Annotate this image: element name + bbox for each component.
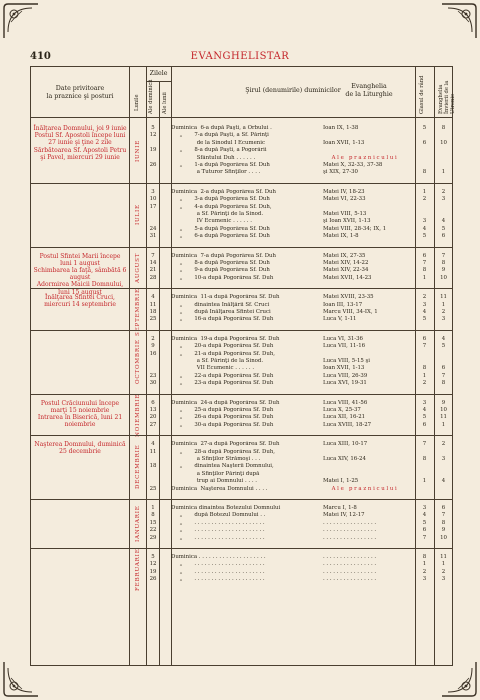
gospel-reading: . . . . . . . . . . . . . . . . <box>323 561 377 568</box>
resurrection-gospel-number: 5 <box>441 225 446 232</box>
voice-number: 7 <box>422 441 427 448</box>
gospel-reading: Matei VI, 22-33 <box>323 196 366 203</box>
gospel-reading: Luca XII, 16-21 <box>323 414 366 421</box>
calendar-table <box>30 66 456 666</box>
voice-number: 6 <box>422 139 427 146</box>
gospel-reading: Marcu VIII, 34-IX, 1 <box>323 308 378 315</box>
sunday-name: Duminica 11-a după Pogorârea Sf. Duh <box>171 294 280 301</box>
voice-number: 7 <box>422 534 427 541</box>
day-number: 14 <box>149 259 157 266</box>
sunday-name: Duminica 24-a după Pogorârea Sf. Duh <box>171 399 280 406</box>
day-number: 24 <box>149 225 157 232</box>
sunday-name: Duminica 19-a după Pogorârea Sf. Duh <box>171 335 280 342</box>
sunday-name: a Sf. Părinţi de la Sinod. <box>171 357 264 364</box>
voice-number: 1 <box>422 188 427 195</box>
header-gospel: Evanghelia de la Liturghie <box>345 83 393 98</box>
gospel-reading: Matei VIII, 5-13 <box>323 210 367 217</box>
month-section <box>31 394 452 436</box>
gospel-reading: Ioan XVII, 1-13 <box>323 365 365 372</box>
resurrection-gospel-number: 7 <box>441 252 446 259</box>
sunday-name: „ 3-a după Pogorârea Sf. Duh <box>171 196 270 203</box>
day-number: 8 <box>151 512 155 519</box>
resurrection-gospel-number: 3 <box>441 576 446 583</box>
voice-number: 3 <box>422 301 427 308</box>
sunday-name: „ 8-a după Paşti, a Pogorârii <box>171 147 267 154</box>
sunday-name: „ 30-a după Pogorârea Sf. Duh <box>171 421 274 428</box>
feast-remarks: Înălţarea Sfintei Cruci, miercuri 14 septembrie <box>44 294 116 309</box>
day-number: 29 <box>149 534 157 541</box>
day-number: 27 <box>149 421 157 428</box>
sunday-name: „ 6-a după Pogorârea Sf. Duh <box>171 233 270 240</box>
sunday-name: Duminica 6-a după Paşti, a Orbului . <box>171 125 272 131</box>
day-number: 23 <box>149 372 157 379</box>
sunday-name: „ 28-a după Pogorârea Sf. Duh, <box>171 448 276 455</box>
voice-number: 7 <box>422 343 427 350</box>
gospel-reading: Luca XVI, 19-31 <box>323 380 367 387</box>
voice-number: 4 <box>422 512 427 519</box>
sunday-name: „ 8-a după Pogorârea Sf. Duh <box>171 259 270 266</box>
day-number: 20 <box>149 414 157 421</box>
sunday-name: „ 4-a după Pogorârea Sf. Duh, <box>171 203 272 210</box>
resurrection-gospel-number: 11 <box>440 554 447 560</box>
sunday-name: trup ai Domnului . . . . <box>171 478 257 485</box>
gospel-reading: . . . . . . . . . . . . . . . . <box>323 534 377 541</box>
voice-number: 5 <box>422 316 427 323</box>
voice-number: 5 <box>422 414 427 421</box>
month-label: IUNIE <box>135 139 141 162</box>
resurrection-gospel-number: 4 <box>441 335 446 342</box>
gospel-reading: Matei XVII, 14-23 <box>323 274 372 281</box>
sunday-name: „ 22-a după Pogorârea Sf. Duh <box>171 372 274 379</box>
day-number: 21 <box>149 267 157 274</box>
sunday-name: VII Ecumenic . . . . . . <box>171 365 255 372</box>
voice-number: 3 <box>422 218 427 225</box>
month-section <box>31 499 452 548</box>
gospel-reading: Luca X, 25-37 <box>323 406 361 413</box>
resurrection-gospel-number: 8 <box>441 259 446 266</box>
voice-number: 8 <box>422 455 427 462</box>
day-number: 16 <box>149 350 157 357</box>
month-section <box>31 288 452 337</box>
sunday-name: „ 26-a după Pogorârea Sf. Duh <box>171 414 274 421</box>
resurrection-gospel-number: 1 <box>441 169 446 176</box>
resurrection-gospel-number: 6 <box>441 505 446 511</box>
gospel-reading: Matei IX, 1-8 <box>323 233 359 240</box>
day-number: 19 <box>149 147 157 154</box>
voice-number: 2 <box>422 196 427 203</box>
resurrection-gospel-number: 6 <box>441 365 446 372</box>
month-label: SEPTEMBRIE <box>135 288 141 337</box>
sunday-name: „ . . . . . . . . . . . . . . . . . . . . . <box>171 576 265 583</box>
gospel-reading: . . . . . . . . . . . . . . . . <box>323 554 377 560</box>
voice-number: 2 <box>422 380 427 387</box>
month-label: NOIEMBRIE <box>135 393 141 437</box>
month-section <box>31 330 452 394</box>
gospel-reading: Luca VIII, 5-15 şi <box>323 357 371 364</box>
resurrection-gospel-number: 4 <box>441 478 446 485</box>
gospel-reading: . . . . . . . . . . . . . . . . <box>323 519 377 526</box>
sunday-name: „ 7-a după Paşti, a Sf. Părinţi <box>171 132 269 139</box>
day-number: 31 <box>149 233 157 240</box>
resurrection-gospel-number: 10 <box>440 139 447 146</box>
gospel-reading: A l e p r a z n i c u l u i <box>323 154 397 161</box>
gospel-reading: Luca VII, 11-16 <box>323 343 366 350</box>
feast-remarks: Postul Sfintei Marii începe luni 1 august Schimbarea la faţă, sâmbătă 6 august Adormirea Maicii Domnului, luni 15 august <box>33 252 127 296</box>
sunday-name: „ după Botezul Domnului . . <box>171 512 266 519</box>
voice-number: 6 <box>422 527 427 534</box>
resurrection-gospel-number: 11 <box>440 294 447 301</box>
sunday-name: „ 20-a după Pogorârea Sf. Duh <box>171 343 274 350</box>
voice-number: 3 <box>422 399 427 406</box>
running-title: EVANGHELISTAR <box>190 51 290 62</box>
month-label: DECEMBRIE <box>135 444 141 490</box>
voice-number: 1 <box>422 478 427 485</box>
month-section <box>31 119 452 183</box>
sunday-name: Duminica 7-a după Pogorârea Sf. Duh <box>171 252 276 259</box>
resurrection-gospel-number: 10 <box>440 406 447 413</box>
header-month: Lunile <box>134 94 140 111</box>
gospel-reading: . . . . . . . . . . . . . . . . <box>323 527 377 534</box>
sunday-name: „ . . . . . . . . . . . . . . . . . . . . . <box>171 519 265 526</box>
month-label: AUGUST <box>135 252 141 283</box>
sunday-name: Duminica Naşterea Domnului . . . . <box>171 485 268 492</box>
gospel-reading: Marcu I, 1-8 <box>323 505 357 511</box>
gospel-reading: A l e p r a z n i c u l u i <box>323 485 397 492</box>
month-label: IANUARIE <box>135 505 141 542</box>
sunday-name: Duminica dinaintea Botezului Domnului <box>171 505 281 511</box>
day-number: 12 <box>149 132 157 139</box>
day-number: 1 <box>151 505 155 511</box>
feast-remarks: Naşterea Domnului, duminică 25 decembrie <box>34 441 126 456</box>
voice-number: 6 <box>422 421 427 428</box>
resurrection-gospel-number: 1 <box>441 301 446 308</box>
month-label: FEBRUARIE <box>135 548 141 591</box>
voice-number: 4 <box>422 225 427 232</box>
sunday-name: „ 25-a după Pogorârea Sf. Duh <box>171 406 274 413</box>
gospel-reading: Matei I, 1-25 <box>323 478 359 485</box>
voice-number: 2 <box>422 294 427 301</box>
gospel-reading: Matei IV, 18-23 <box>323 188 365 195</box>
voice-number: 5 <box>422 519 427 526</box>
day-number: 7 <box>151 252 155 259</box>
resurrection-gospel-number: 3 <box>441 316 446 323</box>
resurrection-gospel-number: 10 <box>440 534 447 541</box>
day-number: 22 <box>149 527 157 534</box>
day-number: 9 <box>151 343 155 350</box>
resurrection-gospel-number: 7 <box>441 372 446 379</box>
resurrection-gospel-number: 10 <box>440 274 447 281</box>
sunday-name: „ 5-a după Pogorârea Sf. Duh <box>171 225 270 232</box>
resurrection-gospel-number: 8 <box>441 380 446 387</box>
gospel-reading: Luca XVIII, 18-27 <box>323 421 372 428</box>
sunday-name: „ 10-a după Pogorârea Sf. Duh <box>171 274 274 281</box>
day-number: 26 <box>149 576 157 583</box>
month-label: IULIE <box>135 204 141 226</box>
month-section <box>31 183 452 247</box>
day-number: 4 <box>151 441 155 448</box>
day-number: 10 <box>149 196 157 203</box>
voice-number: 6 <box>422 335 427 342</box>
resurrection-gospel-number: 4 <box>441 218 446 225</box>
header-resurrection: Evanghelia Învierii de la Utrenie <box>438 80 456 114</box>
header-voice: Glasul de rând <box>419 75 425 114</box>
day-number: 30 <box>149 380 157 387</box>
day-number: 17 <box>149 203 157 210</box>
voice-number: 1 <box>422 274 427 281</box>
day-number: 12 <box>149 561 157 568</box>
resurrection-gospel-number: 6 <box>441 233 446 240</box>
gospel-reading: Matei VIII, 28-34; IX, 1 <box>323 225 387 232</box>
gospel-reading: Luca VIII, 26-39 <box>323 372 368 379</box>
header-day-feast: Ale lunii <box>162 92 168 114</box>
voice-number: 2 <box>422 568 427 575</box>
gospel-reading: Matei XIV, 14-22 <box>323 259 369 266</box>
gospel-reading: Luca VI, 31-36 <box>323 335 363 342</box>
day-number: 26 <box>149 162 157 168</box>
resurrection-gospel-number: 1 <box>441 421 446 428</box>
voice-number: 7 <box>422 259 427 266</box>
sunday-name: „ . . . . . . . . . . . . . . . . . . . . . <box>171 527 265 534</box>
corner-ornament-icon <box>2 2 40 40</box>
day-number: 19 <box>149 568 157 575</box>
gospel-reading: Ioan XVII, 1-13 <box>323 139 365 146</box>
sunday-name: „ 1-a după Pogorârea Sf. Duh <box>171 162 270 168</box>
gospel-reading: Matei IV, 12-17 <box>323 512 365 519</box>
sunday-name: Duminica 27-a după Pogorârea Sf. Duh <box>171 441 280 448</box>
voice-number: 3 <box>422 505 427 511</box>
gospel-reading: Luca XIII, 10-17 <box>323 441 368 448</box>
day-number: 2 <box>151 335 155 342</box>
resurrection-gospel-number: 11 <box>440 414 447 421</box>
month-section <box>31 247 452 296</box>
resurrection-gospel-number: 2 <box>441 568 446 575</box>
feast-remarks: Postul Crăciunului începe marţi 15 noiembrie Intrarea în Biserică, luni 21 noiembrie <box>37 399 123 429</box>
voice-number: 6 <box>422 252 427 259</box>
header-remarks: Date privitoare la praznice şi posturi <box>46 85 114 100</box>
resurrection-gospel-number: 9 <box>441 399 446 406</box>
gospel-reading: Matei X, 32-33, 37-38 <box>323 162 383 168</box>
sunday-name: „ după Înălţarea Sfintei Cruci <box>171 308 271 315</box>
sunday-name: „ 9-a după Pogorârea Sf. Duh <box>171 267 270 274</box>
header-order: Şirul (denumirile) duminicilor <box>245 87 341 94</box>
sunday-name: „ . . . . . . . . . . . . . . . . . . . . . <box>171 568 265 575</box>
sunday-name: „ 21-a după Pogorârea Sf. Duh, <box>171 350 276 357</box>
gospel-reading: Ioan IX, 1-38 <box>323 125 359 131</box>
sunday-name: „ 23-a după Pogorârea Sf. Duh <box>171 380 274 387</box>
page-number: 410 <box>30 51 51 62</box>
voice-number: 8 <box>422 365 427 372</box>
voice-number: 8 <box>422 267 427 274</box>
voice-number: 4 <box>422 406 427 413</box>
header-days: Zilele <box>149 70 168 77</box>
sunday-name: Duminica . . . . . . . . . . . . . . . . . . . . <box>171 554 266 560</box>
day-number: 3 <box>151 188 155 195</box>
resurrection-gospel-number: 3 <box>441 455 446 462</box>
sunday-name: a Sfinţilor Strămoşi . . . <box>171 455 261 462</box>
sunday-name: „ 16-a după Pogorârea Sf. Duh <box>171 316 274 323</box>
sunday-name: IV Ecumenic . . . . . . <box>171 218 252 225</box>
sunday-name: de la Sinodul I Ecumenic <box>171 139 265 146</box>
sunday-name: „ dinaintea Înălţării Sf. Cruci <box>171 301 270 308</box>
sunday-name: „ . . . . . . . . . . . . . . . . . . . . . <box>171 561 265 568</box>
gospel-reading: şi Ioan XVII, 1-13 <box>323 218 371 225</box>
day-number: 28 <box>149 274 157 281</box>
resurrection-gospel-number: 9 <box>441 267 446 274</box>
sunday-name: a Tuturor Sfinţilor . . . . <box>171 169 261 176</box>
gospel-reading: Matei XIV, 22-34 <box>323 267 369 274</box>
month-section <box>31 435 452 499</box>
gospel-reading: Matei XVIII, 23-35 <box>323 294 374 301</box>
gospel-reading: . . . . . . . . . . . . . . . . <box>323 568 377 575</box>
day-number: 13 <box>149 406 157 413</box>
corner-ornament-icon <box>440 2 478 40</box>
resurrection-gospel-number: 8 <box>441 519 446 526</box>
gospel-reading: Ioan III, 13-17 <box>323 301 363 308</box>
day-number: 11 <box>149 301 157 308</box>
day-number: 25 <box>149 316 157 323</box>
day-number: 25 <box>149 485 157 492</box>
sunday-name: „ dinaintea Naşterii Domnului, <box>171 463 274 470</box>
day-number: 18 <box>149 308 157 315</box>
day-number: 6 <box>151 399 155 406</box>
resurrection-gospel-number: 3 <box>441 196 446 203</box>
day-number: 5 <box>151 125 155 131</box>
feast-remarks: Înălţarea Domnului, joi 9 iunie Postul Sf. Apostoli începe luni 27 iunie şi ţine 2 zile Sărbătoarea Sf. Apostoli Petru şi Pavel, miercuri 29 iunie <box>33 125 127 161</box>
header-day-sunday: Ale duminicii <box>148 79 154 114</box>
day-number: 5 <box>151 554 155 560</box>
resurrection-gospel-number: 9 <box>441 527 446 534</box>
month-label: OCTOMBRIE <box>135 339 141 385</box>
sunday-name: a Sfinţilor Părinţi după <box>171 470 260 477</box>
day-number: 11 <box>149 448 157 455</box>
gospel-reading: Luca VIII, 41-56 <box>323 399 368 406</box>
voice-number: 8 <box>422 169 427 176</box>
day-number: 15 <box>149 519 157 526</box>
gospel-reading: . . . . . . . . . . . . . . . . <box>323 576 377 583</box>
sunday-name: „ . . . . . . . . . . . . . . . . . . . . . <box>171 534 265 541</box>
resurrection-gospel-number: 2 <box>441 441 446 448</box>
voice-number: 5 <box>422 233 427 240</box>
voice-number: 5 <box>422 125 427 131</box>
resurrection-gospel-number: 7 <box>441 512 446 519</box>
resurrection-gospel-number: 5 <box>441 343 446 350</box>
gospel-reading: Luca V, 1-11 <box>323 316 357 323</box>
voice-number: 8 <box>422 554 427 560</box>
sunday-name: Sfântului Duh . . . . . . <box>171 154 256 161</box>
gospel-reading: Matei IX, 27-35 <box>323 252 366 259</box>
resurrection-gospel-number: 8 <box>441 125 446 131</box>
gospel-reading: Luca XIV, 16-24 <box>323 455 366 462</box>
sunday-name: Duminica 2-a după Pogorârea Sf. Duh <box>171 188 276 195</box>
sunday-name: a Sf. Părinţi de la Sinod. <box>171 210 264 217</box>
resurrection-gospel-number: 1 <box>441 561 446 568</box>
month-section <box>31 548 452 590</box>
voice-number: 4 <box>422 308 427 315</box>
voice-number: 3 <box>422 576 427 583</box>
resurrection-gospel-number: 2 <box>441 188 446 195</box>
voice-number: 1 <box>422 372 427 379</box>
day-number: 18 <box>149 463 157 470</box>
gospel-reading: şi XIX, 27-30 <box>323 169 358 176</box>
voice-number: 1 <box>422 561 427 568</box>
day-number: 4 <box>151 294 155 301</box>
resurrection-gospel-number: 2 <box>441 308 446 315</box>
